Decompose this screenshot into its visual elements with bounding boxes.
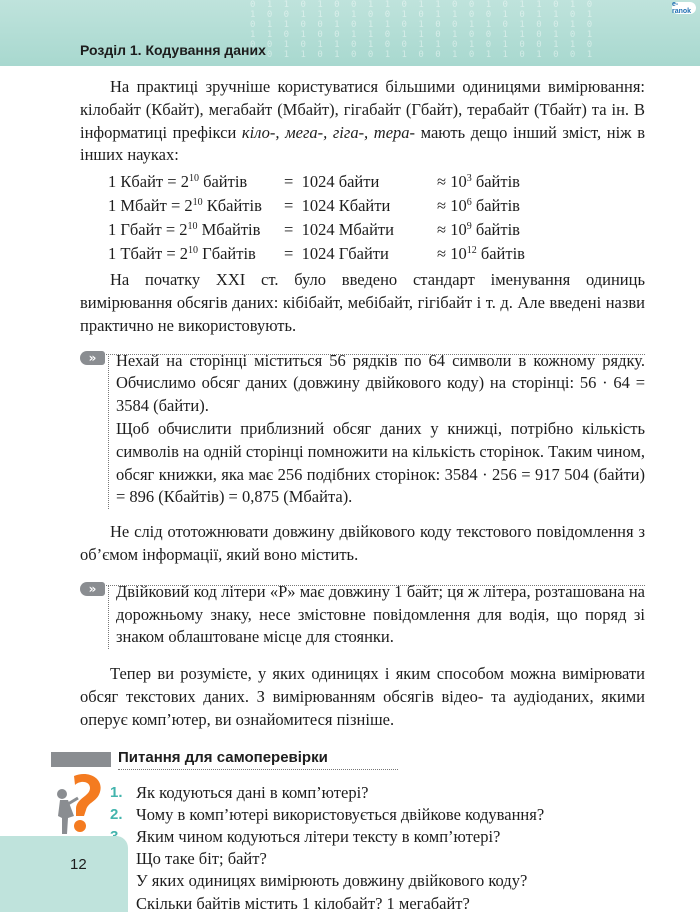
list-item: У яких одиницях вимірюють довжину двійкового коду? <box>136 871 528 891</box>
questions-title: Питання для самоперевірки <box>118 748 328 766</box>
formula-row: 1 Мбайт = $2^{10}$ Кбайтів = 1024 Кбайти ≈ $10^6$ байтів <box>108 196 520 216</box>
formula-row: 1 Тбайт = $2^{10}$ Гбайтів = 1024 Гбайти ≈ $10^{12}$ байтів <box>108 244 525 264</box>
formula-row: 1 Кбайт = $2^{10}$ байтів = 1024 байти ≈ $10^3$ байтів <box>108 172 520 192</box>
example-2-text: Двійковий код літери «P» має довжину 1 байт; ця ж літера, розташована на дорожньому знаку, несе змістовне повідомлення для водія, що поряд зі знаком облаштоване місце для стоянки. <box>116 581 645 647</box>
list-item: Яким чином кодуються літери тексту в комп’ютері? <box>136 826 501 846</box>
header-band <box>0 0 700 66</box>
example-box-1 <box>80 350 645 510</box>
intro-paragraph <box>80 76 645 167</box>
publisher-logo[interactable]: e-ranok <box>672 2 696 14</box>
intro-text-b: мають дещо інший зміст, ніж в інших науках: <box>80 122 645 165</box>
intro-prefixes: кіло-, мега-, гіга-, тера- <box>241 122 416 142</box>
list-item: 2. Чому в комп’ютері використовується двійкове кодування? <box>110 804 545 824</box>
section-title: Розділ 1. Кодування даних <box>80 42 266 58</box>
dotted-divider <box>108 354 109 510</box>
intro-text-a: На практиці зручніше користуватися більшими одиницями вимірювання: кілобайт (Кбайт), мегабайт (Мбайт), гігабайт (Гбайт), терабайт (Тбайт) та ін. В інформатиці префікси <box>80 77 645 142</box>
example-1-text: Нехай на сторінці міститься 56 рядків по 64 символи в кожному рядку. Обчислимо обсяг даних (довжину двійкового коду) на сторінці: 56 · 64 = 3584 (байти). <box>116 350 645 416</box>
question-mark-icon <box>50 772 108 838</box>
dotted-divider <box>106 354 645 355</box>
closing-paragraph: Тепер ви розумієте, у яких одиницях і яким способом можна вимірювати обсяг текстових даних. З вимірюванням обсягів відео- та аудіоданих, якими оперує комп’ютер, ви ознайомитеся пізніше. <box>80 664 645 729</box>
list-item: Що таке біт; байт? <box>136 849 267 869</box>
standard-paragraph: На початку ХХІ ст. було введено стандарт іменування одиниць вимірювання обсягів даних: кібібайт, мебібайт, гігібайт і т. д. Але введені назви практично не використовують. <box>80 270 645 335</box>
example-arrow-icon: » <box>80 351 105 365</box>
warning-paragraph: Не слід ототожнювати довжину двійкового коду текстового повідомлення з об’ємом інформації, який воно містить. <box>80 522 645 564</box>
unit-formulas <box>108 170 645 266</box>
list-item: Скільки байтів містить 1 кілобайт? 1 мегабайт? <box>136 893 470 913</box>
dotted-divider <box>118 769 398 770</box>
page-number: 12 <box>70 856 87 873</box>
section-marker <box>51 752 111 767</box>
example-arrow-icon: » <box>80 582 105 596</box>
formula-row: 1 Гбайт = $2^{10}$ Мбайтів = 1024 Мбайти ≈ $10^9$ байтів <box>108 220 520 240</box>
example-box-2 <box>80 581 645 649</box>
questions-list <box>80 754 645 915</box>
example-1-text-2: Щоб обчислити приблизний обсяг даних у книжці, потрібно кількість символів на одній сторінці помножити на кількість сторінок. Таким чином, обсяг книжки, яка має 256 подібних сторінок: 3584 · 256 = 917 504 (байти) = 896 (Кбайтів) = 0,875 (Мбайта). <box>116 418 645 507</box>
page-content <box>80 76 645 915</box>
binary-pattern: 0 1 1 0 1 0 0 1 1 0 1 1 0 0 1 0 1 1 0 1 0 1 0 0 1 1 0 1 0 0 1 0 1 1 0 0 1 0 1 1 0 1 0 1 1 0 0 1 0 1 1 0 1 0 0 1 1 0 1 0 0 1 0 1 1 0 1 0 0 1 1 0 1 1 0 1 0 0 1 1 0 1 0 1 0 0 1 0 1 1 0 1 0 0 1 1 0 1 0 1 0 0 1 1 0 1 0 1 1 0 1 0 0 1 1 0 0 1 0 1 1 0 1 0 0 1 <box>250 0 596 60</box>
list-item: 1. Як кодуються дані в комп’ютері? <box>110 782 369 802</box>
footer-band <box>0 836 128 912</box>
self-check-questions <box>80 748 645 915</box>
dotted-divider <box>106 585 645 586</box>
dotted-divider <box>108 585 109 649</box>
